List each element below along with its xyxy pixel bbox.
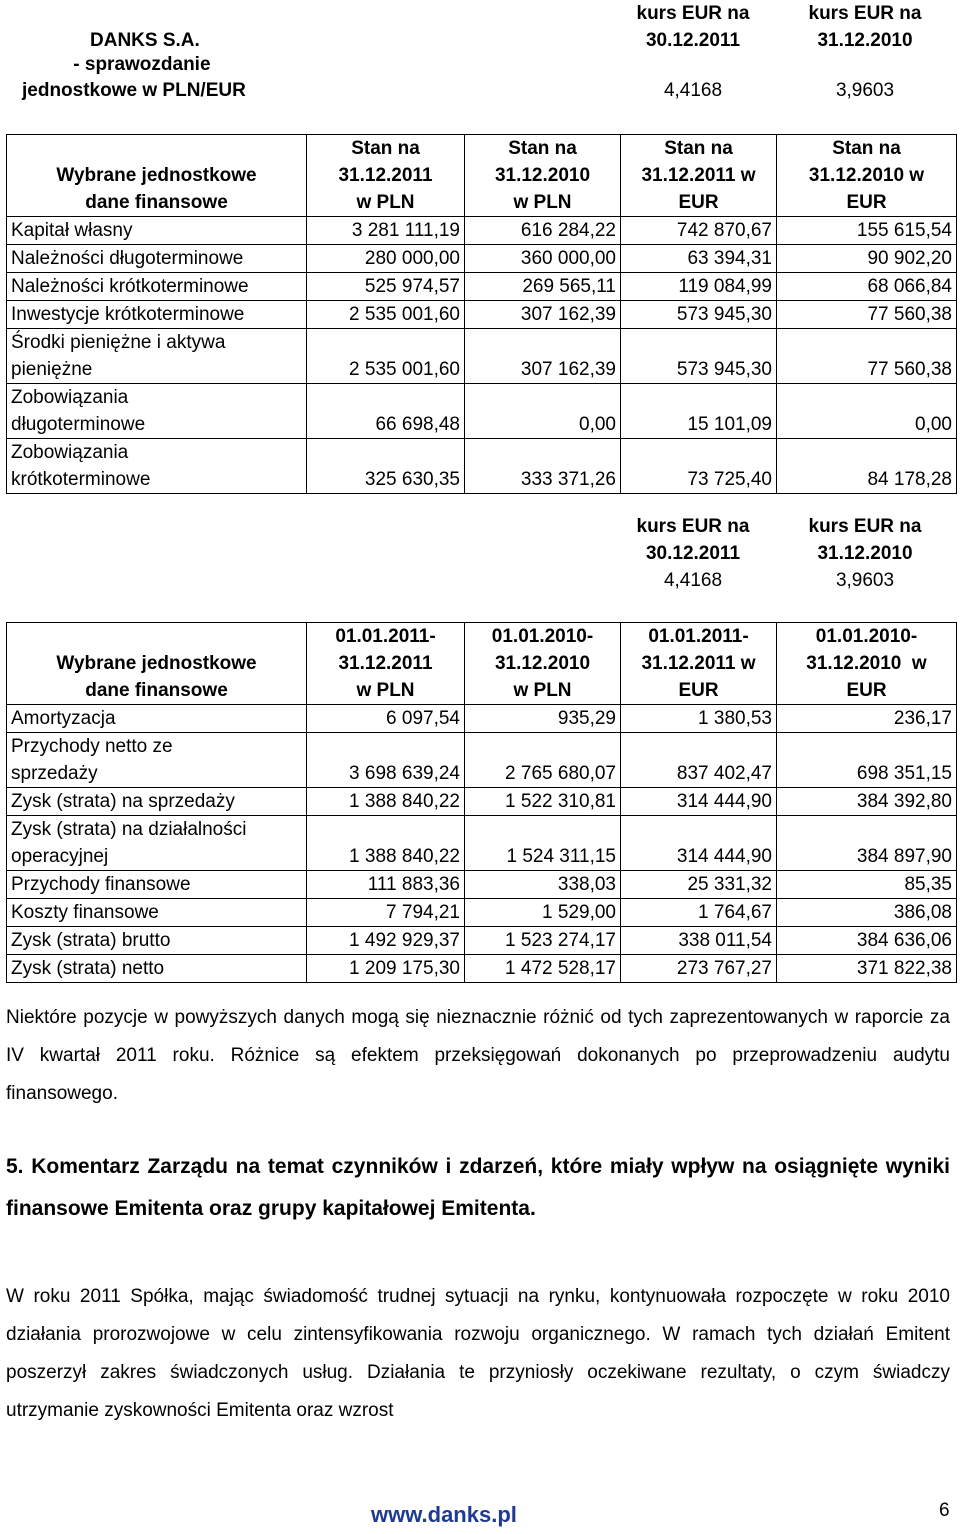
value-cell: 73 725,40 [621, 439, 777, 494]
row-label: Kapitał własny [7, 217, 307, 245]
row-label: Koszty finansowe [7, 899, 307, 927]
table-row [7, 245, 957, 273]
header-col-1: 01.01.2011- 31.12.2011 w PLN [307, 623, 465, 705]
note-paragraph: Niektóre pozycje w powyższych danych mogą się nieznacznie różnić od tych zaprezentowanych w raporcie za IV kwartał 2011 roku. Różnice są efektem przeksięgowań dokonanych po przeprowadzeniu audytu finansowego. [6, 1007, 950, 1104]
value-cell: 111 883,36 [307, 871, 465, 899]
value-cell: 338 011,54 [621, 927, 777, 955]
value-cell: 384 897,90 [777, 816, 957, 871]
table-header-row [7, 623, 957, 705]
value-cell: 1 523 274,17 [465, 927, 621, 955]
value-cell: 280 000,00 [307, 245, 465, 273]
table-header-row [7, 135, 957, 217]
value-cell: 333 371,26 [465, 439, 621, 494]
value-cell: 525 974,57 [307, 273, 465, 301]
value-cell: 77 560,38 [777, 329, 957, 384]
header-label: Wybrane jednostkowe dane finansowe [7, 623, 307, 705]
table-row [7, 816, 957, 871]
value-cell: 616 284,22 [465, 217, 621, 245]
row-label: Zysk (strata) netto [7, 955, 307, 983]
value-cell: 7 794,21 [307, 899, 465, 927]
table-row [7, 955, 957, 983]
value-cell: 1 472 528,17 [465, 955, 621, 983]
row-label: Zobowiązania długoterminowe [7, 384, 307, 439]
value-cell: 325 630,35 [307, 439, 465, 494]
row-label: Inwestycje krótkoterminowe [7, 301, 307, 329]
row-label: Amortyzacja [7, 705, 307, 733]
row-label: Zobowiązania krótkoterminowe [7, 439, 307, 494]
row-label: Przychody netto ze sprzedaży [7, 733, 307, 788]
value-cell: 384 392,80 [777, 788, 957, 816]
header-col-3: 01.01.2011- 31.12.2011 w EUR [621, 623, 777, 705]
value-cell: 155 615,54 [777, 217, 957, 245]
value-cell: 2 535 001,60 [307, 301, 465, 329]
rate2-2011-value: 4,4168 [663, 570, 723, 591]
value-cell: 0,00 [777, 384, 957, 439]
value-cell: 1 209 175,30 [307, 955, 465, 983]
rate-2010-value: 3,9603 [835, 80, 895, 101]
value-cell: 384 636,06 [777, 927, 957, 955]
value-cell: 3 281 111,19 [307, 217, 465, 245]
value-cell: 935,29 [465, 705, 621, 733]
table-row [7, 329, 957, 384]
value-cell: 84 178,28 [777, 439, 957, 494]
table-row [7, 439, 957, 494]
row-label: Zysk (strata) brutto [7, 927, 307, 955]
header-col-1: Stan na 31.12.2011 w PLN [307, 135, 465, 217]
report-subtitle-1: - sprawozdanie [68, 54, 211, 75]
table-row [7, 788, 957, 816]
value-cell: 1 529,00 [465, 899, 621, 927]
value-cell: 338,03 [465, 871, 621, 899]
value-cell: 386,08 [777, 899, 957, 927]
value-cell: 90 902,20 [777, 245, 957, 273]
rate-2011-value: 4,4168 [663, 80, 723, 101]
value-cell: 314 444,90 [621, 816, 777, 871]
rate2-2010-value: 3,9603 [835, 570, 895, 591]
table-row [7, 733, 957, 788]
value-cell: 0,00 [465, 384, 621, 439]
value-cell: 119 084,99 [621, 273, 777, 301]
value-cell: 1 522 310,81 [465, 788, 621, 816]
value-cell: 3 698 639,24 [307, 733, 465, 788]
rate2-2011-label: kurs EUR na 30.12.2011 [636, 516, 750, 564]
value-cell: 837 402,47 [621, 733, 777, 788]
table-row [7, 871, 957, 899]
section-5-heading: 5. Komentarz Zarządu na temat czynników i zdarzeń, które miały wpływ na osiągnięte wyniki finansowe Emitenta oraz grupy kapitałowej Emitenta. [6, 1155, 950, 1220]
table-row [7, 217, 957, 245]
value-cell: 1 524 311,15 [465, 816, 621, 871]
value-cell: 1 388 840,22 [307, 788, 465, 816]
value-cell: 314 444,90 [621, 788, 777, 816]
value-cell: 269 565,11 [465, 273, 621, 301]
header-col-4: Stan na 31.12.2010 w EUR [777, 135, 957, 217]
value-cell: 68 066,84 [777, 273, 957, 301]
row-label: Środki pieniężne i aktywa pieniężne [7, 329, 307, 384]
value-cell: 77 560,38 [777, 301, 957, 329]
table-row [7, 705, 957, 733]
value-cell: 25 331,32 [621, 871, 777, 899]
value-cell: 573 945,30 [621, 301, 777, 329]
value-cell: 1 764,67 [621, 899, 777, 927]
header-label: Wybrane jednostkowe dane finansowe [7, 135, 307, 217]
row-label: Należności długoterminowe [7, 245, 307, 273]
value-cell: 573 945,30 [621, 329, 777, 384]
row-label: Należności krótkoterminowe [7, 273, 307, 301]
page-number: 6 [939, 1500, 950, 1521]
value-cell: 1 380,53 [621, 705, 777, 733]
value-cell: 6 097,54 [307, 705, 465, 733]
body-paragraph: W roku 2011 Spółka, mając świadomość trudnej sytuacji na rynku, kontynuowała rozpoczęte w roku 2010 działania prorozwojowe w celu zintensyfikowania rozwoju organicznego. W ramach tych działań Emitent poszerzył zakres świadczonych usług. Działania te przyniosły oczekiwane rezultaty, o czym świadczy utrzymanie zyskowności Emitenta oraz wzrost [6, 1286, 950, 1421]
header-col-3: Stan na 31.12.2011 w EUR [621, 135, 777, 217]
value-cell: 360 000,00 [465, 245, 621, 273]
row-label: Zysk (strata) na działalności operacyjnej [7, 816, 307, 871]
value-cell: 2 765 680,07 [465, 733, 621, 788]
company-name: DANKS S.A. [90, 30, 200, 51]
value-cell: 742 870,67 [621, 217, 777, 245]
value-cell: 371 822,38 [777, 955, 957, 983]
row-label: Zysk (strata) na sprzedaży [7, 788, 307, 816]
rate-2010-label: kurs EUR na 31.12.2010 [808, 3, 922, 51]
row-label: Przychody finansowe [7, 871, 307, 899]
header-col-2: 01.01.2010- 31.12.2010 w PLN [465, 623, 621, 705]
table-row [7, 384, 957, 439]
value-cell: 15 101,09 [621, 384, 777, 439]
value-cell: 85,35 [777, 871, 957, 899]
website-link[interactable]: www.danks.pl [371, 1502, 517, 1527]
value-cell: 307 162,39 [465, 329, 621, 384]
report-subtitle-2: jednostkowe w PLN/EUR [22, 80, 246, 101]
value-cell: 698 351,15 [777, 733, 957, 788]
header-col-4: 01.01.2010- 31.12.2010 w EUR [777, 623, 957, 705]
value-cell: 236,17 [777, 705, 957, 733]
header-col-2: Stan na 31.12.2010 w PLN [465, 135, 621, 217]
income-statement-table [6, 622, 957, 983]
balance-sheet-table [6, 134, 957, 494]
rate-2011-label: kurs EUR na 30.12.2011 [636, 3, 750, 51]
table-row [7, 273, 957, 301]
table-row [7, 927, 957, 955]
value-cell: 1 492 929,37 [307, 927, 465, 955]
table-row [7, 301, 957, 329]
value-cell: 63 394,31 [621, 245, 777, 273]
value-cell: 273 767,27 [621, 955, 777, 983]
rate2-2010-label: kurs EUR na 31.12.2010 [808, 516, 922, 564]
value-cell: 1 388 840,22 [307, 816, 465, 871]
value-cell: 307 162,39 [465, 301, 621, 329]
value-cell: 2 535 001,60 [307, 329, 465, 384]
value-cell: 66 698,48 [307, 384, 465, 439]
table-row [7, 899, 957, 927]
